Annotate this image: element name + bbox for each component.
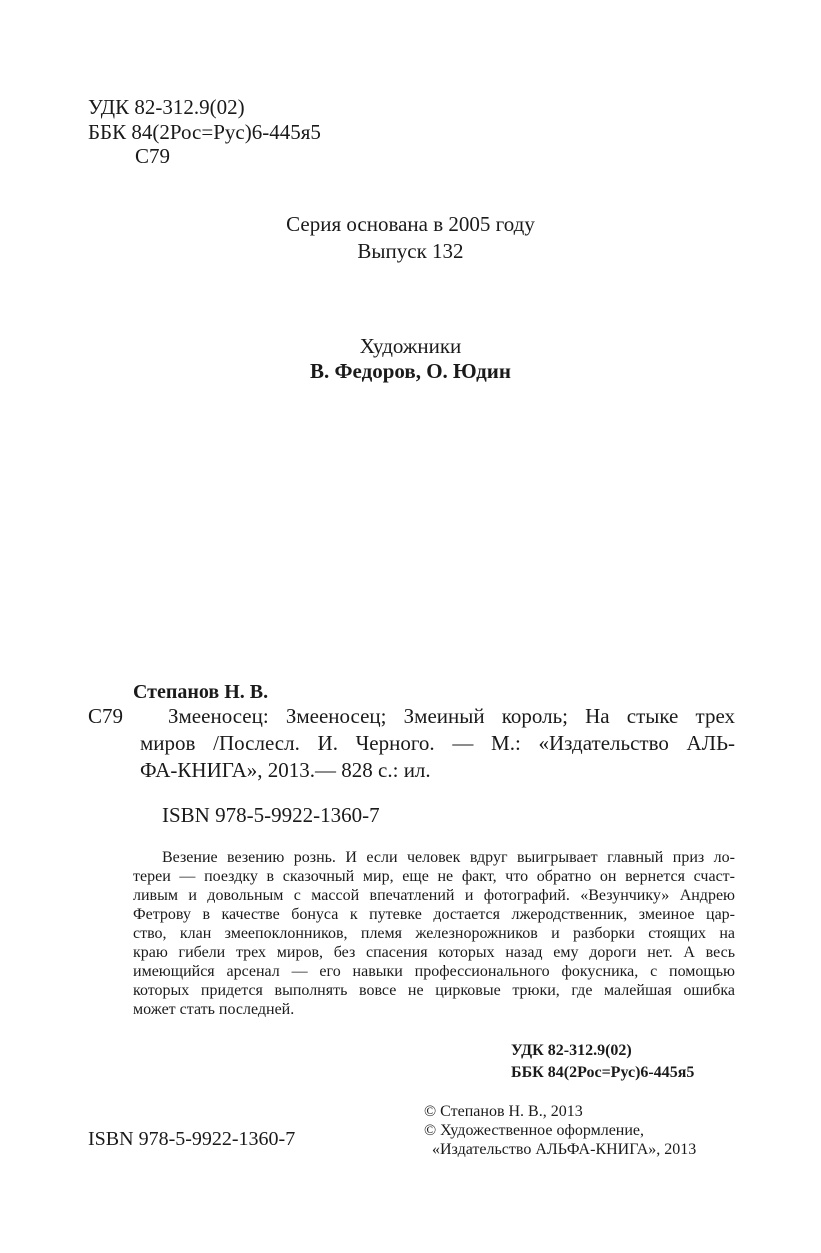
copyright-line: © Степанов Н. В., 2013 bbox=[424, 1103, 583, 1120]
record-author: Степанов Н. В. bbox=[133, 681, 269, 703]
annotation-line: имеющийся арсенал — его навыки профессионального фокусника, с помощью bbox=[133, 963, 735, 980]
author-mark: С79 bbox=[135, 144, 171, 168]
artists-label: Художники bbox=[359, 334, 462, 358]
copyright-line: © Художественное оформление, bbox=[424, 1122, 645, 1139]
annotation-line: Фетрову в качестве бонуса к путевке достается лжеродственник, змеиное цар- bbox=[133, 906, 735, 923]
footer-isbn: ISBN 978-5-9922-1360-7 bbox=[88, 1128, 296, 1150]
annotation-line: краю гибели трех миров, без спасения которых назад ему дороги нет. А весь bbox=[133, 944, 735, 961]
annotation-line: может стать последней. bbox=[133, 1001, 295, 1018]
annotation-line: ство, клан змеепоклонников, племя железнорожников и разборки стоящих на bbox=[133, 925, 735, 942]
record-isbn: ISBN 978-5-9922-1360-7 bbox=[162, 803, 380, 827]
udk-code: УДК 82-312.9(02) bbox=[88, 95, 245, 119]
series-founded: Серия основана в 2005 году bbox=[286, 212, 535, 236]
record-description-line: Змееносец: Змееносец; Змеиный король; На стыке трех bbox=[168, 704, 735, 728]
copyright-line: «Издательство АЛЬФА-КНИГА», 2013 bbox=[432, 1141, 697, 1158]
annotation-line: Везение везению рознь. И если человек вдруг выигрывает главный приз ло- bbox=[162, 849, 735, 866]
annotation-line: ливым и довольным с массой впечатлений и фотографий. «Везунчику» Андрею bbox=[133, 887, 735, 904]
classification-bbk: ББК 84(2Рос=Рус)6-445я5 bbox=[511, 1064, 695, 1081]
annotation-line: тереи — поездку в сказочный мир, еще не факт, что обратно он вернется счаст- bbox=[133, 868, 735, 885]
bbk-code: ББК 84(2Рос=Рус)6-445я5 bbox=[88, 120, 321, 144]
annotation-line: которых придется выполнять вовсе не цирковые трюки, где малейшая ошибка bbox=[133, 982, 735, 999]
artists-names: В. Федоров, О. Юдин bbox=[310, 359, 511, 383]
record-author-mark: С79 bbox=[88, 704, 124, 728]
record-description-line: миров /Послесл. И. Черного. — М.: «Издательство АЛЬ- bbox=[140, 731, 735, 755]
classification-udk: УДК 82-312.9(02) bbox=[511, 1042, 632, 1059]
record-description-line: ФА-КНИГА», 2013.— 828 с.: ил. bbox=[140, 758, 431, 782]
series-issue: Выпуск 132 bbox=[357, 239, 464, 263]
